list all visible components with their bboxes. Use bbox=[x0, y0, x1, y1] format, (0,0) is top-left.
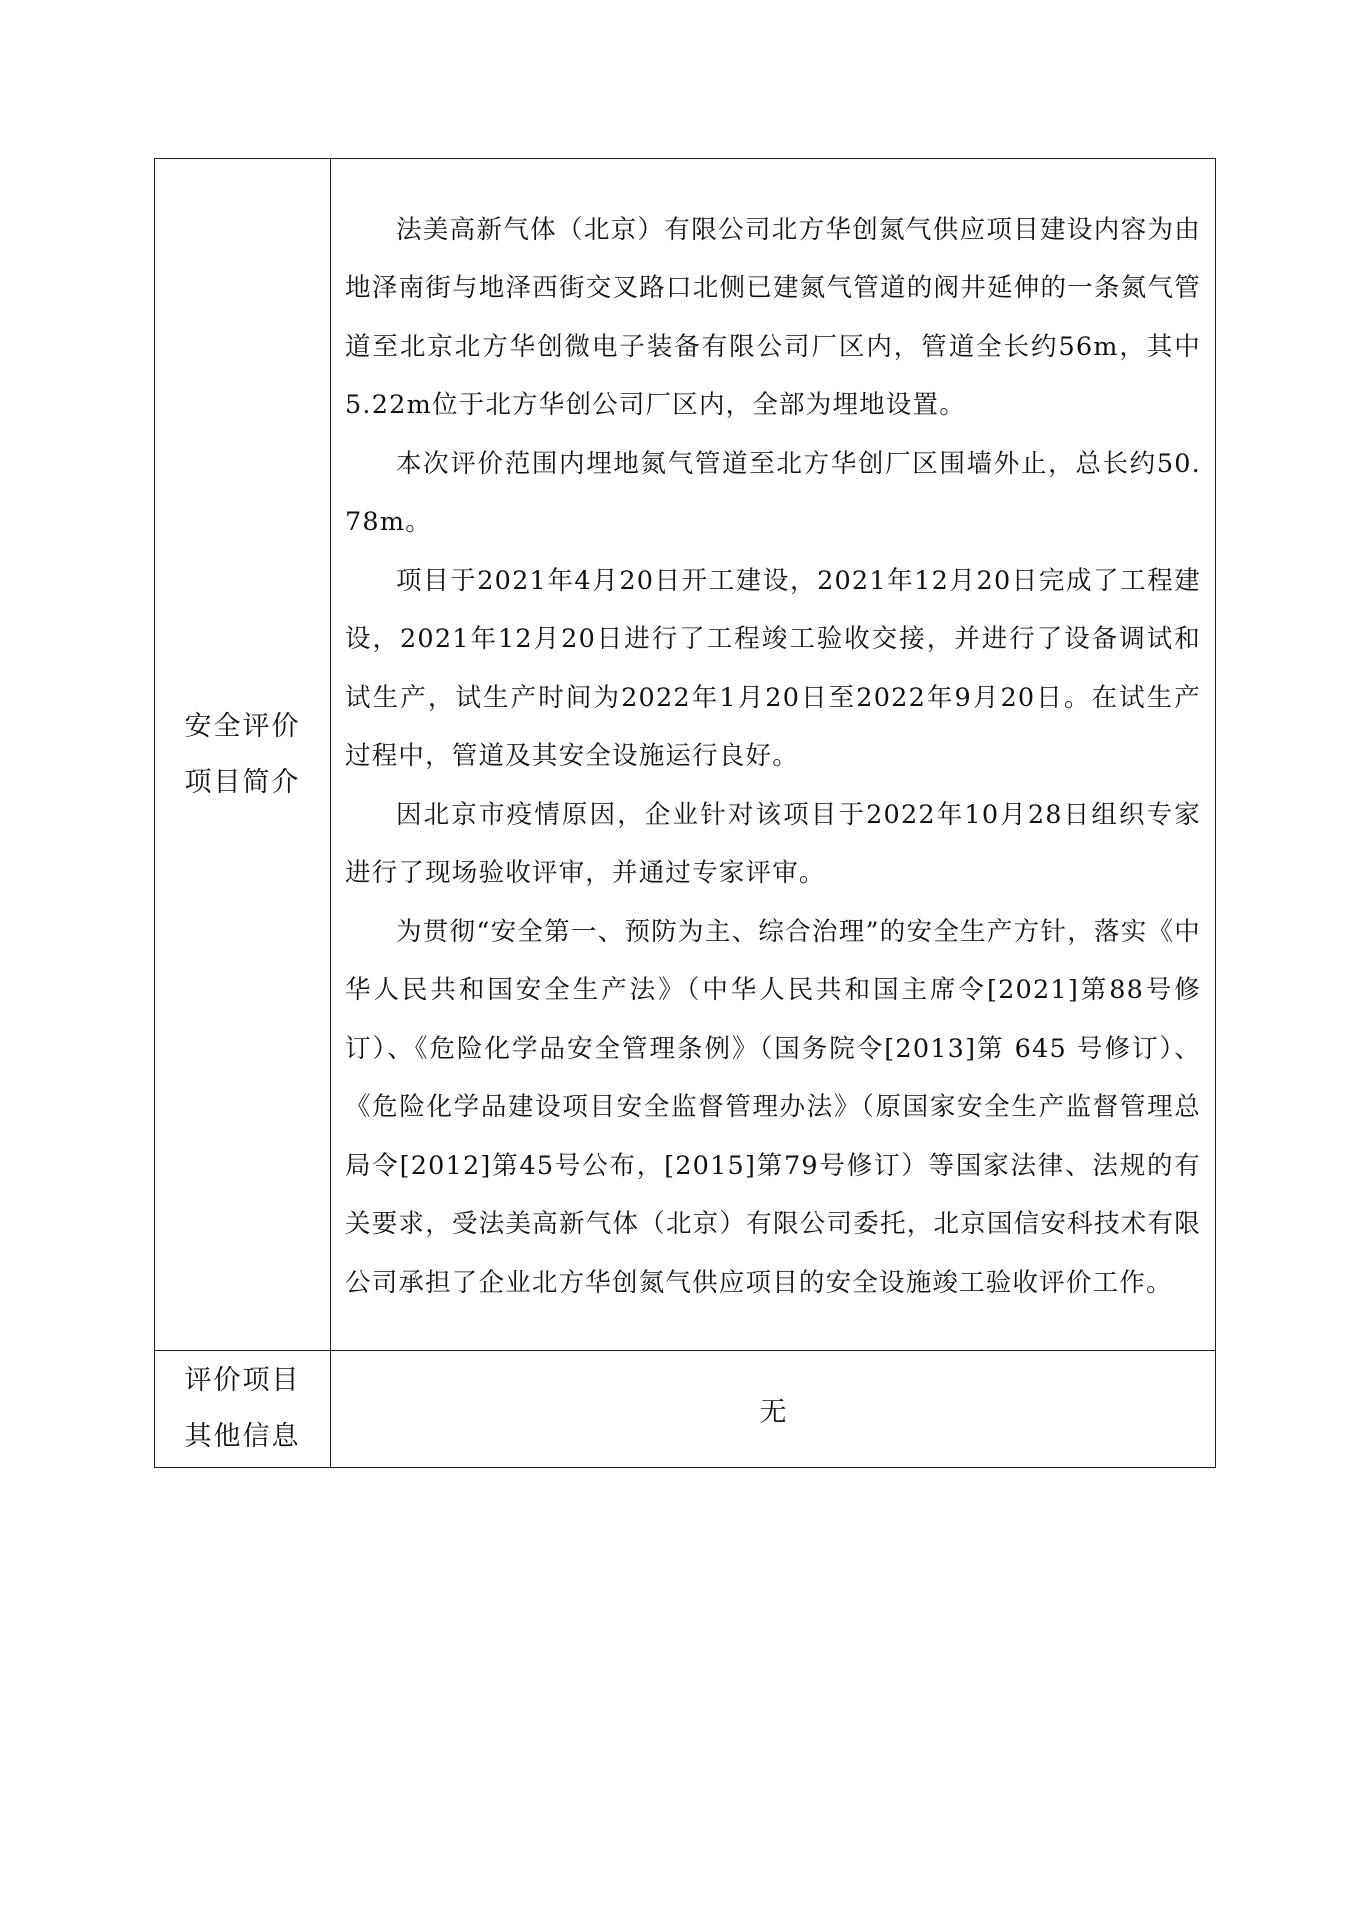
label-cell-project-summary bbox=[155, 159, 331, 1351]
project-summary-content bbox=[331, 159, 1216, 1351]
table-row-project-summary bbox=[155, 159, 1216, 1351]
paragraph-expert-review: 因北京市疫情原因，企业针对该项目于2022年10月28日组织专家进行了现场验收评审，并通过专家评审。 bbox=[345, 799, 1201, 889]
other-info-value: 无 bbox=[331, 1351, 1216, 1468]
paragraph-construction-timeline: 项目于2021年4月20日开工建设，2021年12月20日完成了工程建设，2021年12月20日进行了工程竣工验收交接，并进行了设备调试和试生产，试生产时间为2022年1月20日至2022年9月20日。在试生产过程中，管道及其安全设施运行良好。 bbox=[345, 565, 1201, 772]
evaluation-info-table bbox=[154, 158, 1216, 1468]
paragraph-evaluation-range: 本次评价范围内埋地氮气管道至北方华创厂区围墙外止，总长约50.78m。 bbox=[345, 448, 1201, 538]
row-label: 评价项目其他信息 bbox=[184, 1365, 301, 1452]
table-row-other-info bbox=[155, 1351, 1216, 1468]
label-cell-other-info bbox=[155, 1351, 331, 1468]
paragraph-project-scope: 法美高新气体（北京）有限公司北方华创氮气供应项目建设内容为由地泽南街与地泽西街交叉路口北侧已建氮气管道的阀井延伸的一条氮气管道至北京北方华创微电子装备有限公司厂区内，管道全长约56m，其中5.22m位于北方华创公司厂区内，全部为埋地设置。 bbox=[345, 214, 1201, 421]
paragraph-legal-basis: 为贯彻“安全第一、预防为主、综合治理”的安全生产方针，落实《中华人民共和国安全生产法》（中华人民共和国主席令[2021]第88号修订）、《危险化学品安全管理条例》（国务院令[2013]第 645 号修订）、《危险化学品建设项目安全监督管理办法》（原国家安全生产监督管理总局令[2012]第45号公布，[2015]第79号修订）等国家法律、法规的有关要求，受法美高新气体（北京）有限公司委托，北京国信安科技术有限公司承担了企业北方华创氮气供应项目的安全设施竣工验收评价工作。 bbox=[345, 916, 1201, 1298]
row-label: 安全评价项目简介 bbox=[184, 710, 301, 798]
